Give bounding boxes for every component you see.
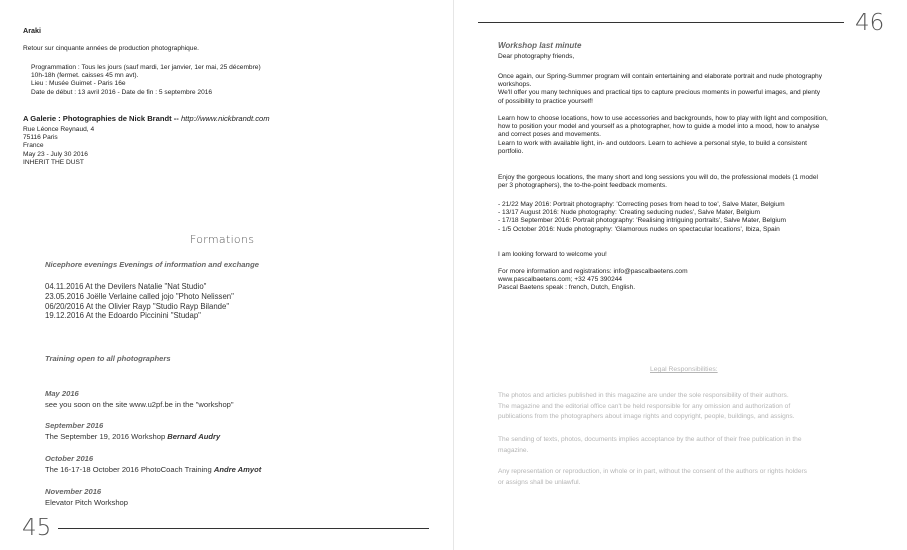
right-page bbox=[454, 0, 907, 550]
galerie-line: 75116 Paris bbox=[23, 134, 58, 142]
legal-line: The photos and articles published in this magazine are under the sole responsibility of their authors. bbox=[498, 392, 789, 399]
legal-line: or assigns shall be unlawful. bbox=[498, 478, 581, 486]
paragraph-line: of possibility to practice yourself! bbox=[498, 97, 593, 105]
month-text-body: The September 19, 2016 Workshop bbox=[45, 432, 168, 441]
month-text bbox=[45, 465, 261, 474]
legal-paragraph bbox=[498, 391, 795, 423]
workshop-closing: I am looking forward to welcome you! bbox=[498, 251, 607, 258]
date-item: - 17/18 September 2016: Portrait photography: 'Realising intriguing portraits', Salve Mater, Belgium bbox=[498, 217, 787, 225]
event-item: 06/20/2016 At the Olivier Rayp "Studio Rayp Bilande" bbox=[45, 301, 230, 311]
contact-line: Pascal Baetens speak : french, Dutch, English. bbox=[498, 284, 636, 292]
legal-paragraph bbox=[498, 435, 802, 456]
paragraph-line: Once again, our Spring-Summer program will contain entertaining and elaborate portrait and nude photography bbox=[498, 73, 823, 80]
contact-line: For more information and registrations: info@pascalbaetens.com bbox=[498, 268, 688, 275]
left-page bbox=[0, 0, 453, 550]
araki-line: Lieu : Musée Guimet - Paris 16e bbox=[31, 80, 126, 88]
legal-line: The sending of texts, photos, documents implies acceptance by the author of their free publication in the bbox=[498, 436, 802, 443]
araki-title: Araki bbox=[23, 26, 41, 35]
workshop-paragraph bbox=[498, 73, 822, 106]
legal-paragraph bbox=[498, 467, 807, 488]
month-text: see you soon on the site www.u2pf.be in the "workshop" bbox=[45, 400, 234, 409]
paragraph-line: We'll offer you many techniques and practical tips to capture precious moments in powerful images, and plenty bbox=[498, 89, 821, 97]
araki-line: Date de début : 13 avril 2016 - Date de fin : 5 septembre 2016 bbox=[31, 88, 213, 96]
event-item: 23.05.2016 Joëlle Verlaine called jojo "Photo Nelissen" bbox=[45, 291, 234, 301]
workshop-paragraph bbox=[498, 174, 818, 190]
legal-line: The magazine and the editorial office can't be held responsible for any omission and authorization of bbox=[498, 402, 791, 410]
header-rule bbox=[478, 22, 844, 23]
workshop-paragraph bbox=[498, 115, 828, 156]
page-number: 46 bbox=[855, 10, 885, 36]
galerie-url-link[interactable]: http://www.nickbrandt.com bbox=[180, 114, 270, 123]
legal-line: magazine. bbox=[498, 446, 529, 454]
workshop-title: Workshop last minute bbox=[498, 41, 582, 50]
footer-rule bbox=[58, 528, 429, 529]
workshop-greeting: Dear photography friends, bbox=[498, 53, 575, 60]
month-label: October 2016 bbox=[45, 454, 94, 463]
month-label: May 2016 bbox=[45, 389, 79, 398]
araki-line: 10h-18h (fermet. caisses 45 mn avt). bbox=[31, 72, 139, 80]
workshop-dates bbox=[498, 201, 786, 234]
paragraph-line: Learn to work with available light, in- and outdoors. Learn to achieve a personal style, to build a consistent bbox=[498, 139, 807, 147]
month-label: November 2016 bbox=[45, 487, 102, 496]
month-text: Elevator Pitch Workshop bbox=[45, 498, 129, 507]
date-item: - 13/17 August 2016: Nude photography: 'Creating seducing nudes', Salve Mater, Belgium bbox=[498, 209, 761, 217]
araki-line: Programmation : Tous les jours (sauf mardi, 1er janvier, 1er mai, 25 décembre) bbox=[31, 64, 261, 71]
galerie-line: May 23 - July 30 2016 bbox=[23, 150, 88, 158]
galerie-details bbox=[23, 126, 94, 167]
paragraph-line: portfolio. bbox=[498, 147, 524, 155]
trainer-name: Andre Amyot bbox=[213, 465, 262, 474]
formations-heading: Formations bbox=[190, 233, 255, 246]
araki-subtitle: Retour sur cinquante années de production photographique. bbox=[23, 45, 199, 52]
month-text bbox=[45, 432, 220, 441]
event-item: 19.12.2016 At the Edoardo Piccinini "Studap" bbox=[45, 311, 201, 321]
month-label: September 2016 bbox=[45, 421, 104, 430]
month-text-body: The 16-17-18 October 2016 PhotoCoach Training bbox=[45, 465, 214, 474]
page-number: 45 bbox=[22, 515, 52, 541]
paragraph-line: Learn how to choose locations, how to use accessories and backgrounds, how to play with light and composition, bbox=[498, 115, 828, 122]
nicephore-events bbox=[45, 282, 234, 321]
galerie-line: INHERIT THE DUST bbox=[23, 158, 84, 166]
trainer-name: Bernard Audry bbox=[167, 432, 221, 441]
galerie-title bbox=[23, 114, 270, 123]
paragraph-line: per 3 photographers), the to-the-point feedback moments. bbox=[498, 182, 667, 190]
date-item: - 21/22 May 2016: Portrait photography: 'Correcting poses from head to toe', Salve Mater, Belgium bbox=[498, 201, 785, 208]
training-heading: Training open to all photographers bbox=[45, 354, 171, 363]
legal-line: publications from the photographers about image rights and copyright, people, buildings, and assigns. bbox=[498, 413, 795, 420]
event-item: 04.11.2016 At the Devilers Natalie "Nat Studio" bbox=[45, 282, 207, 291]
galerie-line: France bbox=[23, 142, 44, 150]
legal-heading: Legal Responsibilities: bbox=[650, 366, 718, 373]
paragraph-line: workshops. bbox=[498, 81, 532, 89]
araki-details bbox=[31, 64, 261, 97]
legal-line: Any representation or reproduction, in whole or in part, without the consent of the authors or rights holders bbox=[498, 468, 807, 475]
workshop-contact bbox=[498, 268, 688, 293]
nicephore-heading: Nicephore evenings Evenings of information and exchange bbox=[45, 260, 259, 269]
date-item: - 1/5 October 2016: Nude photography: 'Glamorous nudes on spectacular locations', Ibiza, Spain bbox=[498, 225, 780, 233]
paragraph-line: how to position your model and yourself as a photographer, how to guide a model into a mood, how to analyse bbox=[498, 123, 820, 131]
contact-line: www.pascalbaetens.com; +32 475 390244 bbox=[498, 276, 623, 284]
paragraph-line: and correct poses and movements. bbox=[498, 131, 601, 139]
galerie-title-text: A Galerie : Photographies de Nick Brandt -- bbox=[23, 114, 181, 123]
galerie-line: Rue Léonce Reynaud, 4 bbox=[23, 126, 95, 133]
paragraph-line: Enjoy the gorgeous locations, the many short and long sessions you will do, the professional models (1 model bbox=[498, 174, 818, 181]
